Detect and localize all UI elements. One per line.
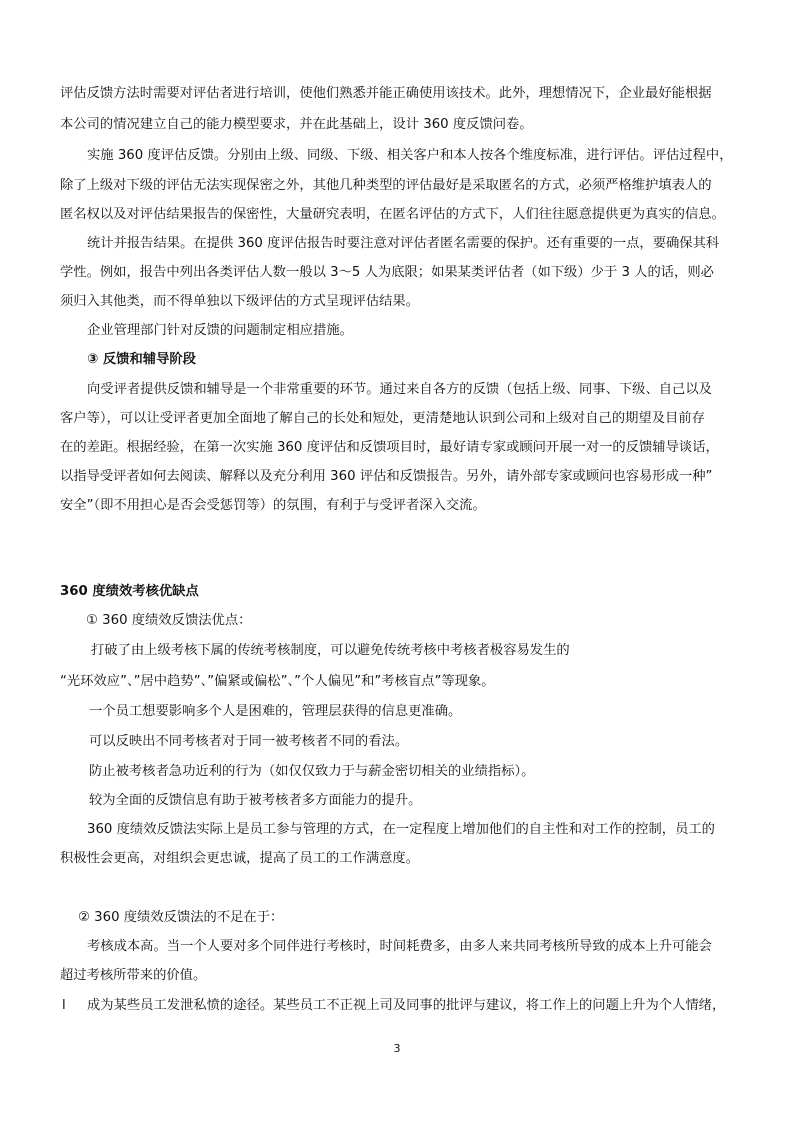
paragraph-line: 以指导受评者如何去阅读、解释以及充分利用 360 评估和反馈报告。另外，请外部专家或顾问也容易形成一种” — [60, 469, 713, 484]
bullet-mark: l — [62, 998, 66, 1013]
paragraph-line: 考核成本高。当一个人要对多个同伴进行考核时，时间耗费多，由多人来共同考核所导致的成本上升可能会 — [87, 939, 712, 954]
list-item: 打破了由上级考核下属的传统考核制度，可以避免传统考核中考核者极容易发生的 — [91, 643, 570, 658]
list-item: 防止被考核者急功近利的行为（如仅仅致力于与薪金密切相关的业绩指标）。 — [89, 764, 535, 779]
paragraph-line: 实施 360 度评估反馈。分别由上级、同级、下级、相关客户和本人按各个维度标准，进行评估。评估过程中， — [87, 148, 733, 163]
paragraph-line: 学性。例如，报告中列出各类评估人数一般以 3～5 人为底限；如果某类评估者（如下级）少于 3 人的话，则必 — [60, 265, 714, 280]
paragraph-line: 除了上级对下级的评估无法实现保密之外，其他几种类型的评估最好是采取匿名的方式，必须严格维护填表人的 — [60, 178, 712, 193]
paragraph-line: 安全”（即不用担心是否会受惩罚等）的氛围，有利于与受评者深入交流。 — [60, 498, 486, 513]
paragraph-line: 在的差距。根据经验，在第一次实施 360 度评估和反馈项目时，最好请专家或顾问开展一对一的反馈辅导谈话， — [60, 440, 719, 455]
paragraph-line: 匿名权以及对评估结果报告的保密性，大量研究表明，在匿名评估的方式下，人们往往愿意提供更为真实的信息。 — [60, 207, 725, 222]
paragraph-line: 积极性会更高，对组织会更忠诚，提高了员工的工作满意度。 — [60, 851, 420, 866]
list-heading: ① 360 度绩效反馈法优点： — [86, 613, 252, 628]
list-item: 较为全面的反馈信息有助于被考核者多方面能力的提升。 — [89, 793, 422, 808]
paragraph-line: 成为某些员工发泄私愤的途径。某些员工不正视上司及同事的批评与建议，将工作上的问题上升为个人情绪， — [87, 998, 726, 1013]
list-item: “光环效应”、”居中趋势”、”偏紧或偏松”、”个人偏见”和”考核盲点”等现象。 — [60, 674, 495, 689]
list-heading: ② 360 度绩效反馈法的不足在于： — [78, 910, 284, 925]
paragraph-line: 360 度绩效反馈法实际上是员工参与管理的方式，在一定程度上增加他们的自主性和对工作的控制，员工的 — [87, 822, 715, 837]
paragraph-line: 本公司的情况建立自己的能力模型要求，并在此基础上，设计 360 度反馈问卷。 — [60, 117, 533, 132]
paragraph-line: 客户等），可以让受评者更加全面地了解自己的长处和短处，更清楚地认识到公司和上级对自己的期望及目前存 — [60, 411, 705, 426]
list-item: 可以反映出不同考核者对于同一被考核者不同的看法。 — [89, 734, 409, 749]
paragraph-line: 评估反馈方法时需要对评估者进行培训，使他们熟悉并能正确使用该技术。此外，理想情况下，企业最好能根据 — [60, 86, 712, 101]
paragraph-line: 统计并报告结果。在提供 360 度评估报告时要注意对评估者匿名需要的保护。还有重要的一点，要确保其科 — [87, 236, 720, 251]
section-title: 360 度绩效考核优缺点 — [60, 584, 199, 599]
list-item: 一个员工想要影响多个人是困难的，管理层获得的信息更准确。 — [89, 704, 462, 719]
page-number: 3 — [393, 1042, 401, 1055]
paragraph-line: 须归入其他类，而不得单独以下级评估的方式呈现评估结果。 — [60, 294, 420, 309]
paragraph-line: 向受评者提供反馈和辅导是一个非常重要的环节。通过来自各方的反馈（包括上级、同事、下级、自己以及 — [87, 382, 712, 397]
paragraph-line: 企业管理部门针对反馈的问题制定相应措施。 — [87, 323, 353, 338]
paragraph-line: 超过考核所带来的价值。 — [60, 968, 207, 983]
section-heading: ③ 反馈和辅导阶段 — [87, 352, 196, 367]
